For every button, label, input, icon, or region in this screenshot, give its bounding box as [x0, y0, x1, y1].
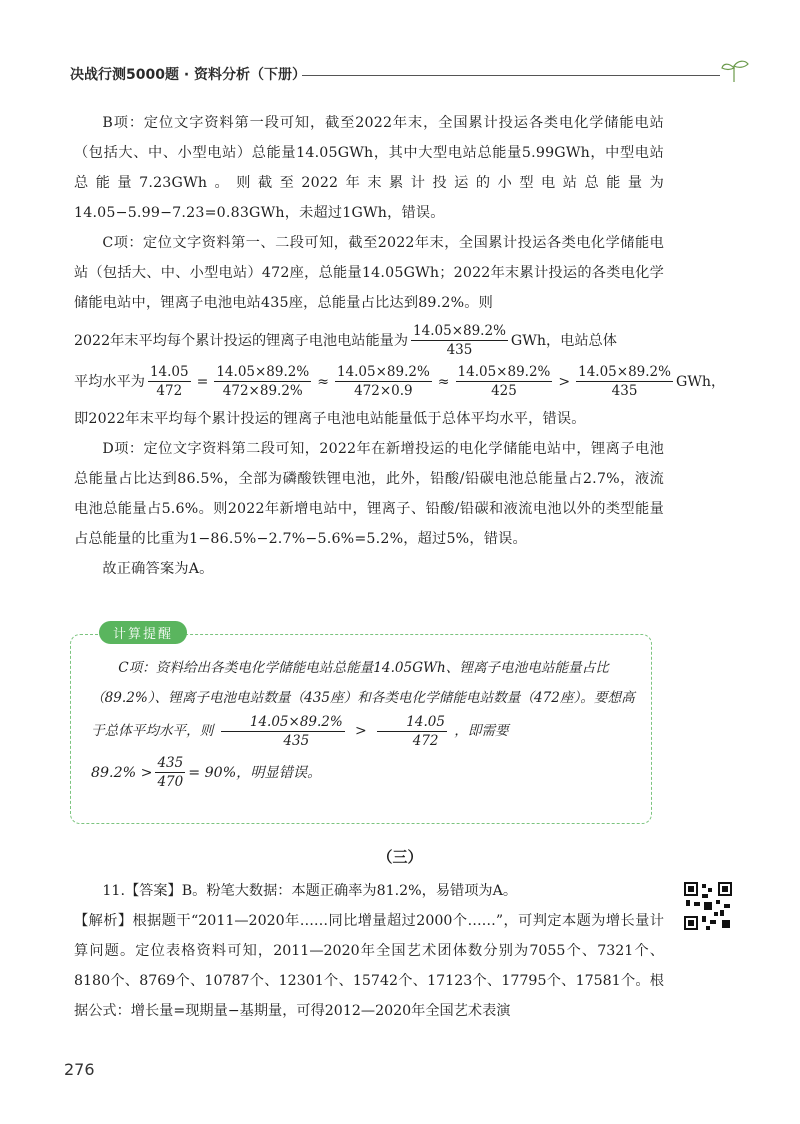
fraction-e [456, 363, 553, 400]
option-c-formula-2 [74, 363, 726, 400]
equals-sign: = [196, 373, 209, 390]
qr-code-icon[interactable] [682, 880, 734, 932]
fraction-den: 472×0.9 [354, 383, 413, 399]
fraction-den: 472 [156, 383, 183, 399]
fraction-den: 472×89.2% [222, 383, 303, 399]
approx-sign: ≈ [317, 373, 329, 390]
question-11 [74, 876, 664, 1026]
calc-tip-text [91, 653, 641, 750]
q11-analysis: 【解析】根据题干“2011—2020年……同比增量超过2000个……”，可判定本题为增长量计算问题。定位表格资料可知，2011—2020年全国艺术团体数分别为7055个、7321个、8180个、8769个、10787个、12301个、15742个、17123个、17795个、17581个。根据公式：增长量=现期量−基期量，可得2012—2020年全国艺术表演 [74, 913, 664, 1019]
option-c-formula-1 [74, 322, 664, 359]
fraction-num: 14.05×89.2% [336, 364, 430, 380]
fraction-b2 [377, 713, 447, 750]
fraction-a2 [221, 713, 345, 750]
greater-sign: > [558, 373, 571, 390]
fraction-den: 435 [446, 342, 473, 358]
fraction-den: 435 [283, 733, 310, 749]
formula-text: 89.2% > [91, 764, 153, 781]
formula-text: = 90%，明显错误。 [188, 764, 322, 781]
calc-tip-formula [91, 754, 641, 791]
fraction-den: 425 [491, 383, 517, 399]
calculation-tip-content [91, 653, 641, 795]
fraction-num: 14.05×89.2% [221, 713, 345, 732]
fraction-num: 14.05×89.2% [578, 364, 671, 380]
fraction-num: 14.05 [377, 713, 447, 732]
calculation-tip-label: 计算提醒 [99, 621, 187, 644]
option-c-paragraph: C项：定位文字资料第一、二段可知，截至2022年末，全国累计投运各类电化学储能电站（包括大、中、小型电站）472座，总能量14.05GWh；2022年末累计投运的各类电化学储能电站中，锂离子电池电站435座，总能量占比达到89.2%。则 [74, 235, 664, 311]
fraction-num: 435 [157, 755, 184, 771]
header-rule [302, 75, 720, 76]
fraction-g [155, 754, 185, 791]
fraction-num: 14.05×89.2% [216, 364, 310, 380]
formula-text: 2022年末平均每个累计投运的锂离子电池电站能量为 [74, 332, 409, 349]
option-d-paragraph: D项：定位文字资料第二段可知，2022年在新增投运的电化学储能电站中，锂离子电池总能量占比达到86.5%，全部为磷酸铁锂电池，此外，铅酸/铅碳电池总能量占2.7%，液流电池总能量占5.6%。则2022年新增电站中，锂离子、铅酸/铅碳和液流电池以外的类型能量占总能量的比重为1−86.5%−2.7%−5.6%=5.2%，超过5%，错误。 [74, 441, 664, 547]
calc-tip-line: ，即需要 [454, 723, 509, 739]
fraction-b [148, 363, 191, 400]
formula-text: 平均水平为 [74, 373, 145, 390]
leaf-icon [720, 58, 750, 84]
fraction-num: 14.05×89.2% [457, 364, 551, 380]
option-c-conclusion: 即2022年末平均每个累计投运的锂离子电池电站能量低于总体平均水平，错误。 [74, 411, 586, 427]
section-heading: （三） [377, 848, 423, 866]
formula-text: GWh， [675, 373, 726, 390]
page-header [70, 58, 750, 88]
fraction-c [214, 363, 311, 400]
fraction-a [411, 322, 508, 359]
approx-sign: ≈ [437, 373, 450, 390]
calc-tip-line: C项：资料给出各类电化学储能电站总能量14.05GWh、锂离子电池电站能量占比（89.2%）、锂离子电池电站数量（435座）和各类电化学储能电站数量（472座）。要想高于总体平均水平，则 [91, 660, 635, 739]
calculation-tip-box [70, 627, 652, 824]
q11-answer: 11.【答案】B。粉笔大数据：本题正确率为81.2%，易错项为A。 [102, 883, 518, 899]
formula-text: GWh，电站总体 [510, 332, 617, 349]
fraction-num: 14.05 [149, 364, 189, 380]
answer-line: 故正确答案为A。 [102, 561, 214, 577]
fraction-den: 435 [611, 383, 638, 399]
fraction-den: 472 [412, 733, 439, 749]
greater-sign: > [355, 723, 367, 739]
book-title: 决战行测5000题 · 资料分析（下册） [70, 67, 307, 83]
explanation-body [74, 108, 726, 584]
fraction-num: 14.05×89.2% [413, 323, 506, 339]
page-number: 276 [64, 1060, 95, 1079]
option-b-paragraph: B项：定位文字资料第一段可知，截至2022年末，全国累计投运各类电化学储能电站（包括大、中、小型电站）总能量14.05GWh，其中大型电站总能量5.99GWh，中型电站总能量7.23GWh。则截至2022年末累计投运的小型电站总能量为14.05−5.99−7.23=0.83GWh，未超过1GWh，错误。 [74, 115, 664, 221]
fraction-d [335, 363, 432, 400]
fraction-f [576, 363, 673, 400]
fraction-den: 470 [157, 774, 184, 790]
